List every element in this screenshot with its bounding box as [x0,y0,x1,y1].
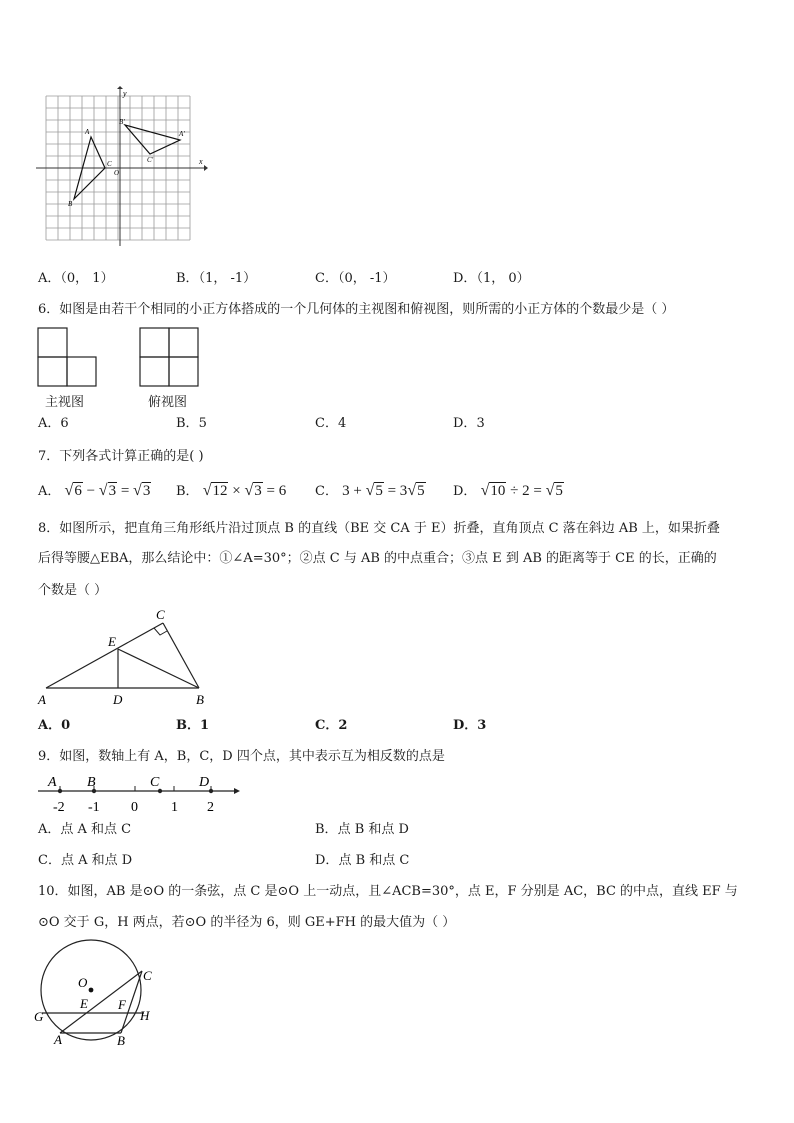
tick-label-2: 2 [207,800,214,814]
fig8-label-a: A [38,692,46,707]
fig10-label-c: C [143,968,152,983]
point-b-prime-label: B' [119,118,125,126]
tick-label-neg2: -2 [53,800,65,814]
y-axis-label: y [123,89,127,98]
fig8-label-d: D [113,692,123,707]
point-c-label: C [150,775,160,790]
q5-option-b[interactable]: B．（1， -1） [176,271,257,286]
q7-option-c[interactable]: C． 3 + √5 = 3√5 [315,482,425,499]
fig8-label-e: E [108,634,116,649]
fig8-label-b: B [196,692,204,707]
point-a-prime-label: A' [179,130,185,138]
q8-option-a[interactable]: A．0 [38,718,71,733]
folded-triangle-figure [36,606,210,710]
q5-option-d[interactable]: D．（1， 0） [453,271,530,286]
q9-option-b[interactable]: B．点 B 和点 D [315,822,409,837]
q7-stem: 7．下列各式计算正确的是( ) [38,449,204,464]
q6-option-b[interactable]: B．5 [176,416,207,431]
origin-label: O [114,169,120,177]
q7-option-d[interactable]: D． √10 ÷ 2 = √5 [453,482,563,499]
fig10-label-o: O [78,975,88,990]
fig10-label-f: F [118,997,126,1012]
point-a-label: A [85,128,90,136]
q7-option-b[interactable]: B． √12 × √3 = 6 [176,482,287,499]
point-d-label: D [199,775,210,790]
point-b-label: B [87,775,96,790]
fig10-label-e: E [80,996,88,1011]
tick-label-0: 0 [131,800,138,814]
q5-option-c[interactable]: C．（0， -1） [315,271,396,286]
front-view-figure [37,327,99,387]
q8-stem-line2: 后得等腰△EBA，那么结论中：①∠A=30°；②点 C 与 AB 的中点重合；③点 E 到 AB 的距离等于 CE 的长，正确的 [38,551,717,566]
fig10-label-b: B [117,1033,125,1048]
fig10-label-g: G [34,1009,44,1024]
circle-chord-figure [34,938,158,1048]
tick-label-1: 1 [171,800,178,814]
fig10-label-h: H [140,1008,150,1023]
q6-option-d[interactable]: D．3 [453,416,485,431]
number-line-figure [36,772,242,814]
q5-option-a[interactable]: A．（0， 1） [38,271,114,286]
q8-option-b[interactable]: B．1 [176,718,210,733]
top-view-figure [139,327,201,387]
q8-stem-line3: 个数是（ ） [38,583,108,598]
point-c-label: C [107,160,112,168]
q9-option-c[interactable]: C．点 A 和点 D [38,853,133,868]
point-a-label: A [48,775,57,790]
q8-option-c[interactable]: C．2 [315,718,348,733]
fig10-label-a: A [54,1032,62,1047]
q9-stem: 9．如图，数轴上有 A，B，C，D 四个点，其中表示互为相反数的点是 [38,749,445,764]
q6-option-c[interactable]: C．4 [315,416,347,431]
q8-stem-line1: 8．如图所示，把直角三角形纸片沿过顶点 B 的直线（BE 交 CA 于 E）折叠，直角顶点 C 落在斜边 AB 上，如果折叠 [38,521,720,536]
q6-option-a[interactable]: A．6 [38,416,69,431]
q10-stem-line2: ⊙O 交于 G，H 两点，若⊙O 的半径为 6，则 GE+FH 的最大值为（ ） [38,915,456,930]
point-c-prime-label: C' [147,156,154,164]
tick-label-neg1: -1 [88,800,100,814]
point-b-label: B [68,200,73,208]
top-view-caption: 俯视图 [148,395,188,410]
triangle-abc-prime [125,125,180,154]
q9-option-d[interactable]: D．点 B 和点 C [315,853,410,868]
x-axis-label: x [199,157,203,166]
q6-stem: 6．如图是由若干个相同的小正方体搭成的一个几何体的主视图和俯视图，则所需的小正方体的个数最少是（ ） [38,302,675,317]
q9-option-a[interactable]: A．点 A 和点 C [38,822,132,837]
q10-stem-line1: 10．如图，AB 是⊙O 的一条弦，点 C 是⊙O 上一动点，且∠ACB=30°，点 E，F 分别是 AC，BC 的中点，直线 EF 与 [38,884,738,899]
q7-option-a[interactable]: A． √6 − √3 = √3 [38,482,151,499]
front-view-caption: 主视图 [45,395,85,410]
coordinate-grid-figure [36,86,208,250]
q8-option-d[interactable]: D．3 [453,718,487,733]
fig8-label-c: C [156,607,165,622]
